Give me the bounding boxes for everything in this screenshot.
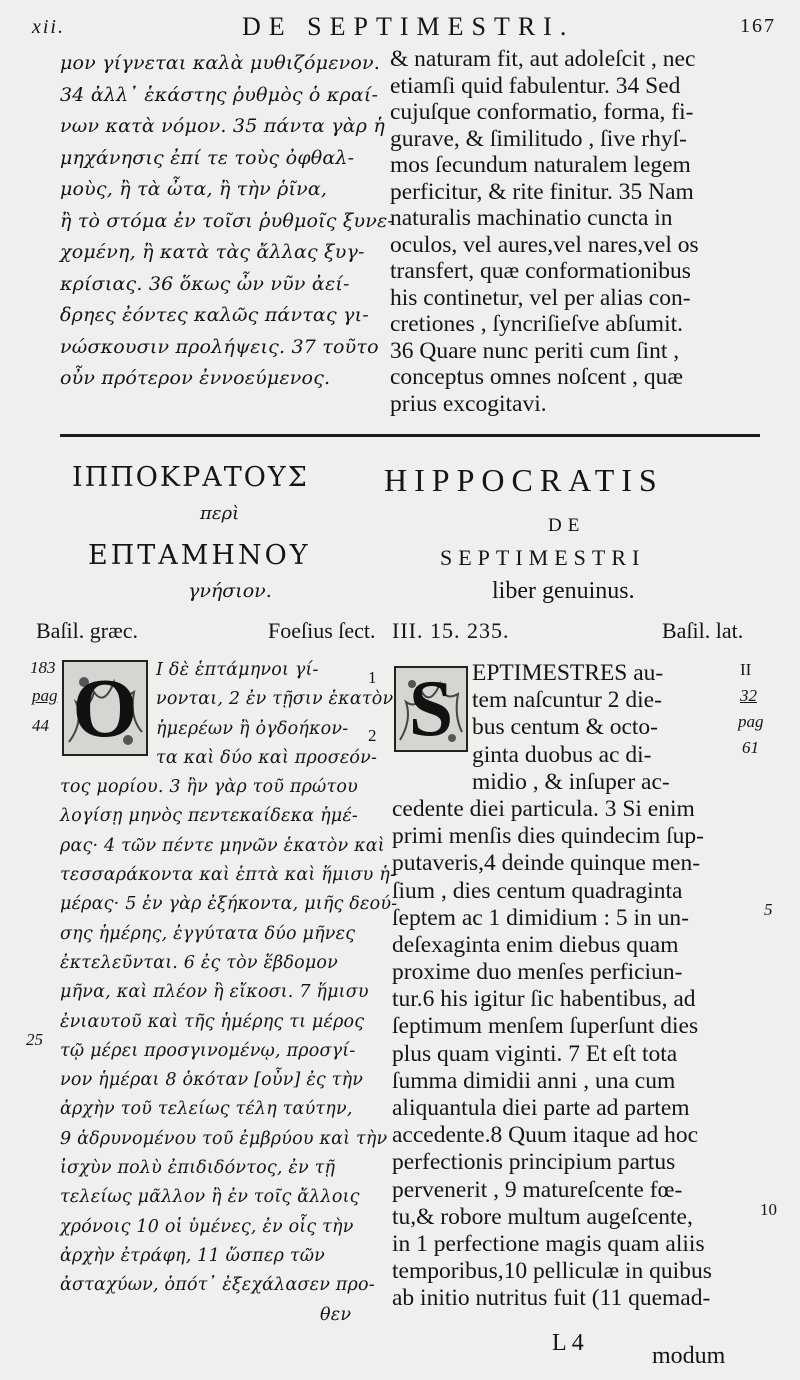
horizontal-rule: [60, 434, 760, 437]
running-title: DE SEPTIMESTRI.: [242, 12, 575, 41]
drop-capital-letter: O: [72, 661, 138, 755]
drop-capital-letter: S: [408, 666, 454, 752]
text-line: 9 ἁδρυνομένου τοῦ ἐμβρύου καὶ τὴν: [60, 1128, 388, 1149]
latin-title-author: HIPPOCRATIS: [384, 462, 664, 498]
text-line: bus centum & octo-: [472, 714, 659, 741]
text-line: naturalis machinatio cuncta in: [390, 205, 673, 231]
running-header: [22, 12, 782, 46]
text-line: transfert, quæ conformationibus: [390, 258, 691, 284]
text-line: EPTIMESTRES au-: [472, 660, 664, 686]
text-line: ἀσταχύων, ὁπότ᾽ ἐξεχάλασεν προ-: [60, 1275, 375, 1296]
margin-number: pag: [738, 712, 764, 731]
text-line: νώσκουσιν προλήψεις. 37 τοῦτο: [60, 335, 379, 358]
text-line: χομένη, ἢ κατὰ τὰς ἄλλας ξυγ-: [60, 241, 365, 263]
text-line: ginta duobus ac di-: [472, 741, 652, 768]
signature-mark: L 4: [552, 1330, 584, 1356]
latin-title-de: DE: [548, 515, 586, 536]
text-line: ἐκτελεῦνται. 6 ἐς τὸν ἕβδομον: [60, 952, 338, 973]
text-line: midio , & inſuper ac-: [472, 768, 670, 795]
text-line: etiamſi quid fabulentur. 34 Sed: [390, 72, 681, 99]
margin-number: 183: [30, 658, 56, 677]
folio-left: xii.: [32, 16, 65, 38]
text-line: mos ſecundum naturalem legem: [390, 152, 691, 178]
latin-title-genuine: liber genuinus.: [492, 578, 635, 604]
text-line: deſexaginta enim diebus quam: [392, 931, 679, 958]
margin-number: 61: [742, 738, 759, 757]
text-line: σης ἡμέρης, ἐγγύτατα δύο μῆνες: [60, 923, 356, 944]
text-line: 34 ἀλλ᾽ ἑκάστης ῥυθμὸς ὁ κραί-: [60, 83, 379, 106]
latin-body-column: [392, 660, 752, 1313]
text-line: oculos, vel aures,vel nares,vel os: [390, 231, 699, 258]
source-basil-greek: Baſil. græc.: [36, 618, 139, 643]
text-line: tur.6 his igitur ſic habentibus, ad: [392, 986, 696, 1013]
text-line: ἢ τὸ στόμα ἐν τοῖσι ῥυθμοῖς ξυνε-: [60, 209, 395, 232]
text-line: κρίσιας. 36 ὅκως ὦν νῦν ἀεί-: [60, 272, 350, 295]
text-line: proxime duo menſes perficiun-: [392, 959, 683, 986]
text-line: ἐνιαυτοῦ καὶ τῆς ἡμέρης τι μέρος: [60, 1011, 365, 1032]
text-line: ſium , dies centum quadraginta: [392, 877, 683, 904]
text-line: & naturam fit, aut adoleſcit , nec: [390, 46, 696, 72]
text-line: prius excogitavi.: [390, 390, 547, 417]
text-line: pervenerit , 9 matureſcente fœ-: [392, 1176, 683, 1203]
greek-title-genuine: γνήσιον.: [188, 580, 272, 602]
margin-number: II: [740, 660, 752, 679]
text-line: 36 Quare nunc periti cum ſint ,: [390, 337, 680, 364]
greek-body-column: [60, 656, 398, 1330]
latin-title-work: SEPTIMESTRI: [440, 545, 646, 570]
text-line: μέρας· 5 ἐν γὰρ ἐξήκοντα, μιῆς δεού-: [60, 894, 398, 915]
text-line: τῷ μέρει προσγινομένῳ, προσγί-: [60, 1040, 356, 1061]
text-line: tem naſcuntur 2 die-: [472, 687, 662, 714]
text-line: τεσσαράκοντα καὶ ἑπτὰ καὶ ἥμισυ ἡ-: [60, 865, 397, 886]
margin-number: 25: [26, 1030, 43, 1049]
top-greek-column: [60, 48, 395, 395]
text-line: χρόνοις 10 οἱ ὑμένες, ἐν οἷς τὴν: [60, 1216, 354, 1237]
text-line: μον γίγνεται καλὰ μυθιζόμενον.: [60, 52, 380, 74]
text-line: Ι δὲ ἑπτάμηνοι γί-: [156, 660, 319, 680]
page-number: 167: [740, 15, 776, 37]
text-line: τα καὶ δύο καὶ προσεόν-: [156, 747, 378, 768]
text-line: ſumma dimidii anni , una cum: [392, 1067, 676, 1094]
text-line: μοὺς, ἢ τὰ ὦτα, ἢ τὴν ῥῖνα,: [60, 178, 328, 200]
text-line: temporibus,10 pelliculæ in quibus: [392, 1258, 712, 1285]
text-line: cujuſque conformatio, forma, fi-: [390, 99, 694, 125]
source-foesius: Foeſius ſect.: [268, 618, 376, 643]
greek-title-author: ΙΠΠΟΚΡΑΤΟΥΣ: [72, 462, 309, 493]
text-line: ρας· 4 τῶν πέντε μηνῶν ἑκατὸν καὶ: [60, 835, 385, 856]
text-line: plus quam viginti. 7 Et eſt tota: [392, 1040, 678, 1067]
text-line: gurave, & ſimilitudo , ſive rhyſ-: [390, 125, 687, 152]
text-line: putaveris,4 deinde quinque men-: [392, 850, 701, 877]
text-line: perficitur, & rite finitur. 35 Nam: [390, 178, 694, 205]
greek-title-work: ΕΠΤΑΜΗΝΟΥ: [88, 540, 311, 571]
margin-number: 32: [740, 686, 757, 705]
text-line: ἀρχὴν ἐτράφη, 11 ὥσπερ τῶν: [60, 1245, 326, 1266]
text-line: accedente.8 Quum itaque ad hoc: [392, 1122, 699, 1149]
text-line: μηχάνησις ἐπί τε τοὺς ὀφθαλ-: [60, 146, 355, 169]
catchword: modum: [652, 1343, 726, 1369]
text-line: ἡμερέων ἢ ὀγδοήκον-: [156, 718, 349, 739]
greek-title-peri: περὶ: [200, 503, 240, 524]
text-line: primi menſis dies quindecim ſup-: [392, 823, 704, 850]
text-line: ſeptem ac 1 dimidium : 5 in un-: [392, 904, 689, 931]
source-reference: III. 15. 235.: [392, 618, 510, 643]
line-number: 2: [368, 726, 377, 745]
text-line: cretiones , ſyncriſieſve abſumit.: [390, 311, 684, 337]
top-latin-column: [390, 46, 780, 417]
text-line: οὖν πρότερον ἐννοεύμενος.: [60, 367, 331, 389]
text-line: his continetur, vel per alias con-: [390, 284, 691, 311]
text-line: θεν: [320, 1304, 352, 1325]
margin-number: 44: [32, 716, 49, 735]
text-line: νων κατὰ νόμον. 35 πάντα γὰρ ἡ: [60, 115, 385, 137]
margin-number: 5: [764, 900, 773, 919]
text-line: aliquantula diei parte ad partem: [392, 1095, 690, 1121]
text-line: τος μορίου. 3 ἢν γὰρ τοῦ πρώτου: [60, 777, 358, 798]
text-line: μῆνα, καὶ πλέον ἢ εἴκοσι. 7 ἥμισυ: [60, 982, 369, 1003]
text-line: cedente diei particula. 3 Si enim: [392, 795, 695, 822]
source-basil-latin: Baſil. lat.: [662, 618, 744, 643]
text-line: νον ἡμέραι 8 ὁκόταν [οὖν] ἐς τὴν: [60, 1070, 364, 1091]
text-line: ἰσχὺν πολὺ ἐπιδιδόντος, ἐν τῇ: [60, 1158, 336, 1179]
margin-number: 10: [760, 1200, 777, 1219]
margin-number: pag: [32, 686, 58, 705]
text-line: perfectionis principium partus: [392, 1149, 676, 1176]
text-line: δρηες ἐόντες καλῶς πάντας γι-: [60, 304, 369, 326]
text-line: in 1 perfectione magis quam aliis: [392, 1230, 705, 1257]
text-line: ſeptimum menſem ſuperſunt dies: [392, 1013, 699, 1040]
text-line: τελείως μᾶλλον ἢ ἐν τοῖς ἄλλοις: [60, 1187, 360, 1208]
text-line: νονται, 2 ἐν τῇσιν ἑκατὸν: [156, 689, 394, 710]
text-line: tu,& robore multum augeſcente,: [392, 1203, 693, 1230]
text-line: λογίσῃ μηνὸς πεντεκαίδεκα ἡμέ-: [60, 806, 359, 827]
text-line: conceptus omnes noſcent , quæ: [390, 364, 684, 390]
line-number: 1: [368, 668, 377, 687]
text-line: ἀρχὴν τοῦ τελείως τέλη ταύτην,: [60, 1099, 353, 1120]
text-line: ab initio nutritus fuit (11 quemad-: [392, 1285, 711, 1312]
